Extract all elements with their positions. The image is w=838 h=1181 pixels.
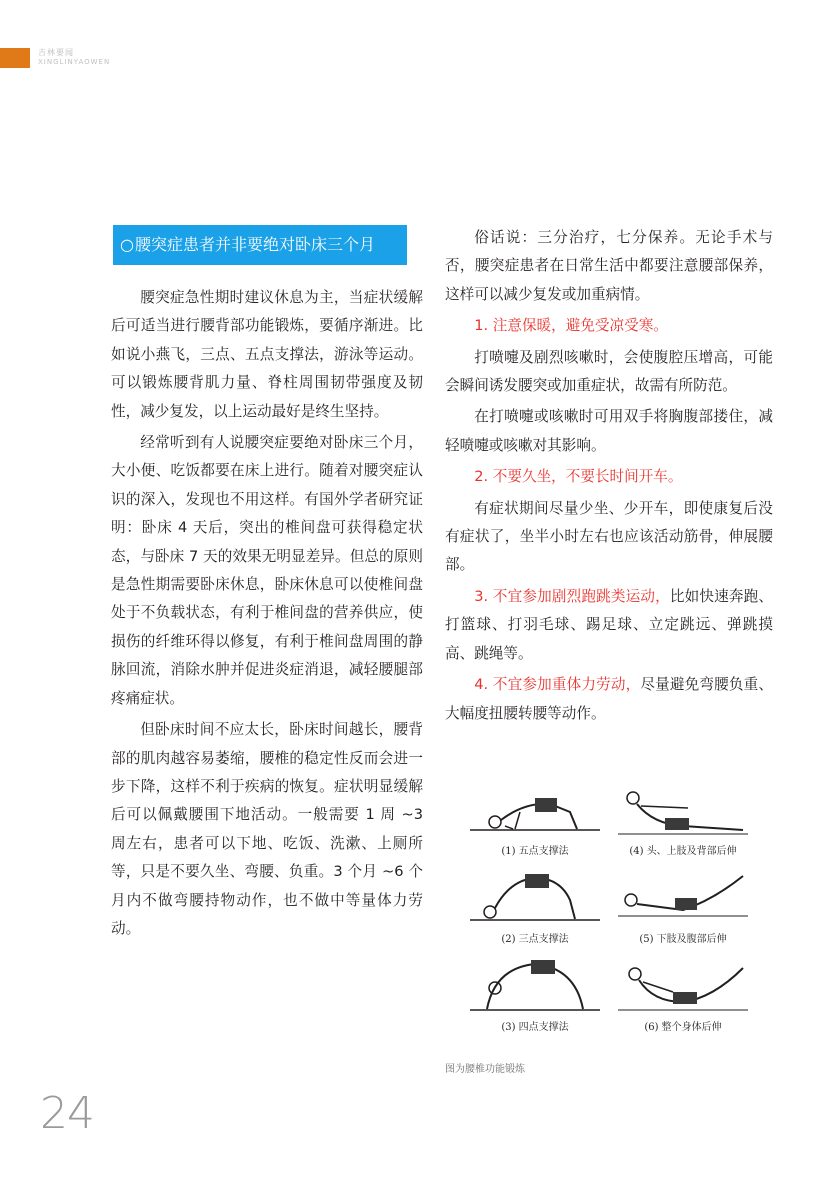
tip-paragraph-1a: 打喷嚏及剧烈咳嗽时，会使腹腔压增高，可能会瞬间诱发腰突或加重症状，故需有所防范。	[445, 348, 773, 395]
tip-heading-4: 4. 不宜参加重体力劳动，	[474, 676, 641, 694]
exercise-illustration-1	[465, 782, 605, 862]
section-name: 吉林要闻	[38, 48, 74, 57]
exercise-caption-4: (4) 头、上肢及背部后伸	[629, 846, 737, 857]
figure-caption: 图为腰椎功能锻炼	[445, 1064, 525, 1075]
full-body-extension-drawing	[613, 958, 753, 1018]
section-name-en: XINGLINYAOWEN	[38, 58, 111, 66]
right-column	[445, 224, 773, 731]
exercise-caption-1: (1) 五点支撑法	[501, 846, 569, 857]
five-point-support-drawing	[465, 782, 605, 842]
tip-paragraph-4	[445, 671, 773, 728]
exercise-caption-3: (3) 四点支撑法	[501, 1022, 569, 1033]
tip-text-4: 尽量避免弯腰负重、大幅度扭腰转腰等动作。	[445, 676, 773, 722]
exercise-caption-6: (6) 整个身体后伸	[644, 1022, 722, 1033]
three-point-support-drawing	[465, 870, 605, 930]
exercise-caption-5: (5) 下肢及腹部后伸	[639, 934, 727, 945]
exercise-illustration-4	[613, 782, 753, 862]
circle-icon: ○	[120, 235, 134, 254]
exercise-illustration-2	[465, 870, 605, 950]
tip-heading-2: 2. 不要久坐，不要长时间开车。	[474, 468, 683, 486]
heading-text: 腰突症患者并非要绝对卧床三个月	[134, 235, 375, 254]
tip-paragraph-1b: 在打喷嚏或咳嗽时可用双手将胸腹部搂住，减轻喷嚏或咳嗽对其影响。	[445, 408, 773, 454]
tip-text-3: 比如快速奔跑、打篮球、打羽毛球、踢足球、立定跳远、弹跳摸高、跳绳等。	[445, 587, 773, 662]
left-paragraph-2: 经常听到有人说腰突症要绝对卧床三个月，大小便、吃饭都要在床上进行。随着对腰突症认识的深入，发现也不用这样。有国外学者研究证明：卧床 4 天后，突出的椎间盘可获得稳定状态，与卧床 7 天的效果无明显差异。但总的原则是急性期需要卧床休息，卧床休息可以使椎间盘处于不负载状态，有利于椎间盘的营养供应，使损伤的纤维环得以修复，有利于椎间盘周围的静脉回流，消除水肿并促进炎症消退，减轻腰腿部疼痛症状。	[111, 434, 423, 707]
exercise-figure	[465, 782, 755, 1044]
exercise-caption-2: (2) 三点支撑法	[501, 934, 569, 945]
tip-paragraph-3	[445, 583, 773, 668]
leg-extension-drawing	[613, 870, 753, 930]
exercise-illustration-6	[613, 958, 753, 1038]
left-paragraph-3: 但卧床时间不应太长，卧床时间越长，腰背部的肌肉越容易萎缩，腰椎的稳定性反而会进一步下降，这样不利于疾病的恢复。症状明显缓解后可以佩戴腰围下地活动。一般需要 1 周 ~3 周左右，患者可以下地、吃饭、洗漱、上厕所等，只是不要久坐、弯腰、负重。3 个月 ~6 个月内不做弯腰持物动作，也不做中等量体力劳动。	[111, 721, 423, 937]
left-paragraph-1: 腰突症急性期时建议休息为主，当症状缓解后可适当进行腰背部功能锻炼，要循序渐进。比如说小燕飞，三点、五点支撑法，游泳等运动。可以锻炼腰背肌力量、脊柱周围韧带强度及韧性，减少复发，以上运动最好是终生坚持。	[111, 289, 423, 420]
tip-paragraph-2: 有症状期间尽量少坐、少开车，即使康复后没有症状了，坐半小时左右也应该活动筋骨，伸展腰部。	[445, 499, 773, 574]
four-point-support-drawing	[465, 958, 605, 1018]
section-tab	[0, 48, 30, 68]
exercise-illustration-5	[613, 870, 753, 950]
exercise-illustration-3	[465, 958, 605, 1038]
tip-heading-1: 1. 注意保暖，避免受凉受寒。	[474, 317, 668, 335]
section-heading	[113, 225, 407, 265]
left-column	[111, 284, 423, 946]
intro-paragraph: 俗话说：三分治疗，七分保养。无论手术与否，腰突症患者在日常生活中都要注意腰部保养，这样可以减少复发或加重病情。	[445, 229, 773, 303]
back-extension-drawing	[613, 782, 753, 842]
tip-heading-3: 3. 不宜参加剧烈跑跳类运动，	[474, 587, 670, 605]
page-number: 24	[40, 1088, 94, 1139]
